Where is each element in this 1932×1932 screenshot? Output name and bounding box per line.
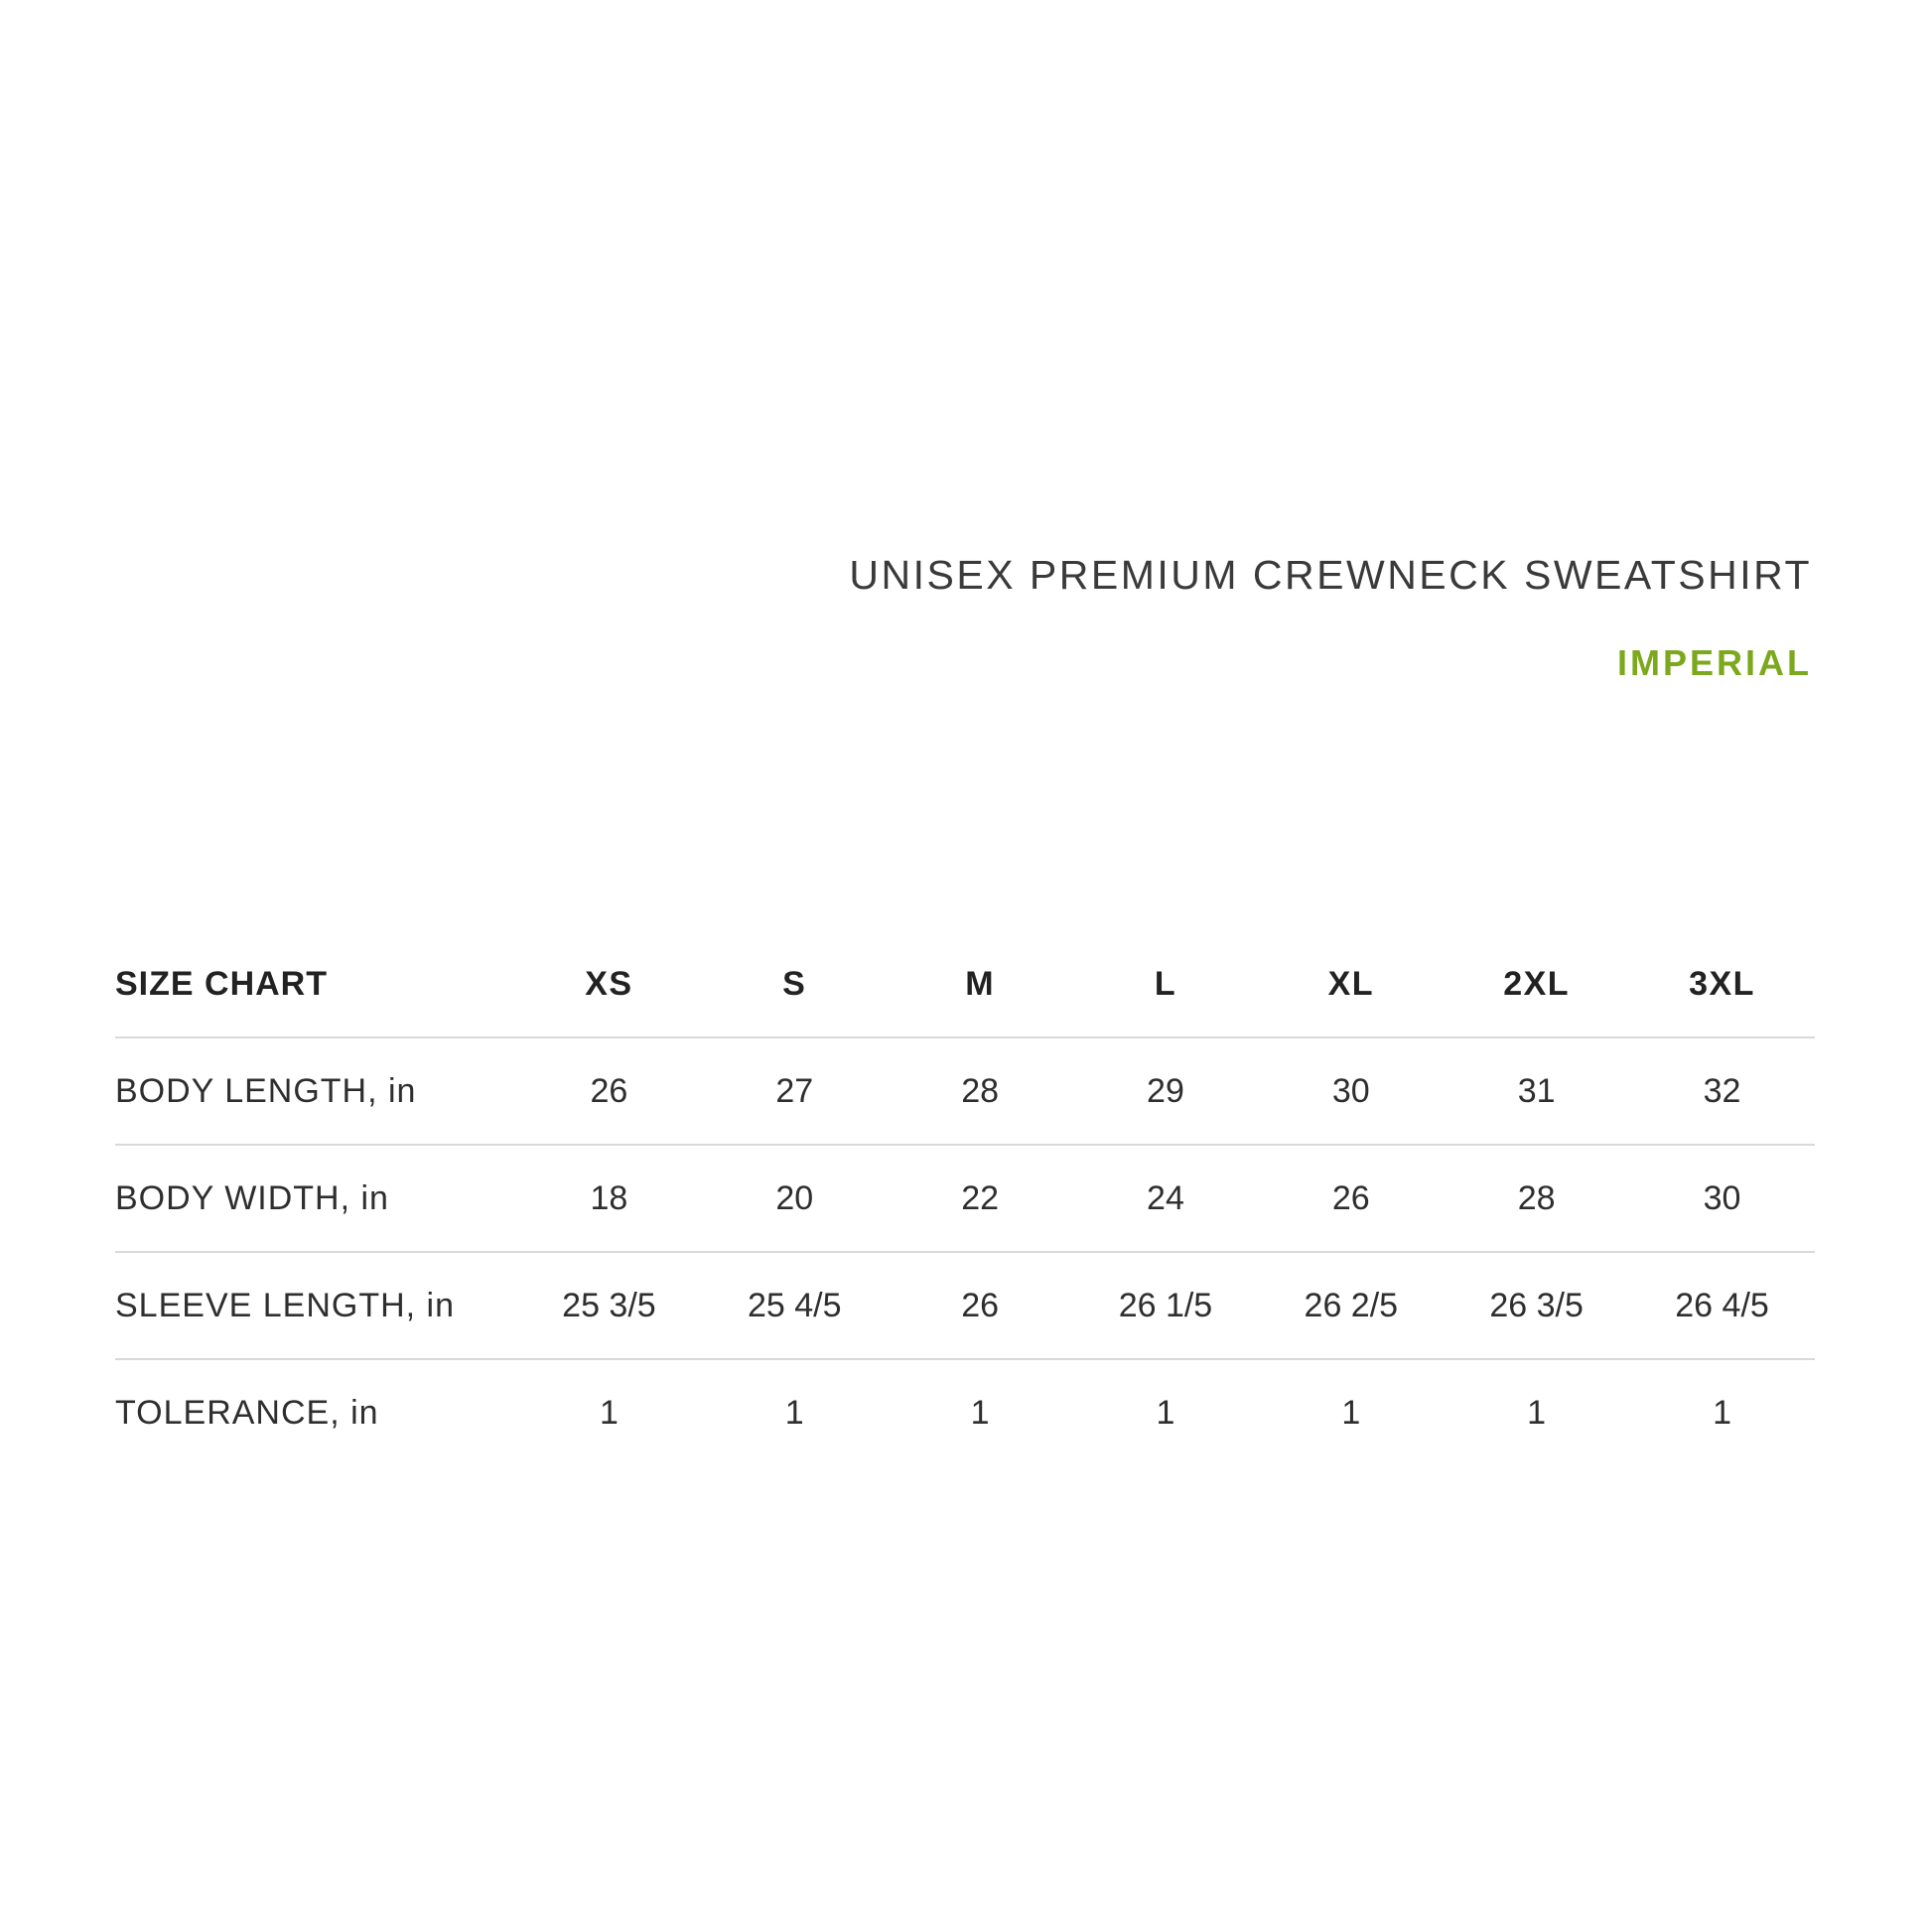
table-cell: 27	[702, 1037, 888, 1145]
unit-system-label: IMPERIAL	[1616, 642, 1812, 683]
table-cell: 1	[1341, 1393, 1361, 1432]
table-row-body-width	[115, 1145, 1815, 1252]
table-cell: 26 2/5	[1258, 1252, 1444, 1359]
table-cell: 1	[1527, 1393, 1547, 1432]
table-cell: 26	[888, 1252, 1073, 1359]
table-cell: 31	[1444, 1037, 1629, 1145]
table-cell: 30	[1258, 1037, 1444, 1145]
table-cell: 28	[888, 1037, 1073, 1145]
row-label: SLEEVE LENGTH, in	[115, 1252, 516, 1359]
page-title: UNISEX PREMIUM CREWNECK SWEATSHIRT	[849, 552, 1812, 598]
table-cell: 26	[1258, 1145, 1444, 1252]
table-cell: 1	[970, 1393, 990, 1432]
table-cell: 28	[1444, 1145, 1629, 1252]
column-header-m: M	[888, 931, 1073, 1037]
table-row-body-length	[115, 1037, 1815, 1145]
table-row-sleeve-length	[115, 1252, 1815, 1359]
size-chart-table	[115, 931, 1815, 1465]
table-cell: 20	[702, 1145, 888, 1252]
table-cell: 25 3/5	[516, 1252, 702, 1359]
column-header-xs: XS	[516, 931, 702, 1037]
table-cell: 26 3/5	[1444, 1252, 1629, 1359]
table-cell: 1	[1713, 1393, 1731, 1432]
table-cell: 32	[1629, 1037, 1815, 1145]
column-header-size-chart: SIZE CHART	[115, 931, 516, 1037]
row-label: BODY WIDTH, in	[115, 1145, 516, 1252]
table-cell: 29	[1073, 1037, 1259, 1145]
table-cell: 22	[888, 1145, 1073, 1252]
header	[849, 552, 1812, 684]
column-header-xl: XL	[1258, 931, 1444, 1037]
table-row-tolerance	[115, 1359, 1815, 1465]
table-cell: 25 4/5	[702, 1252, 888, 1359]
column-header-2xl: 2XL	[1444, 931, 1629, 1037]
table-header-row	[115, 931, 1815, 1037]
table-cell: 26 1/5	[1073, 1252, 1259, 1359]
column-header-3xl: 3XL	[1629, 931, 1815, 1037]
column-header-s: S	[702, 931, 888, 1037]
table-cell: 26 4/5	[1629, 1252, 1815, 1359]
table-cell: 24	[1073, 1145, 1259, 1252]
table-cell: 1	[599, 1393, 619, 1432]
table-cell: 1	[784, 1393, 804, 1432]
row-label: BODY LENGTH, in	[115, 1037, 516, 1145]
table-cell: 18	[516, 1145, 702, 1252]
column-header-l: L	[1073, 931, 1259, 1037]
table-cell: 30	[1629, 1145, 1815, 1252]
row-label: TOLERANCE, in	[115, 1393, 379, 1432]
table-cell: 1	[1156, 1393, 1175, 1432]
table-cell: 26	[516, 1037, 702, 1145]
